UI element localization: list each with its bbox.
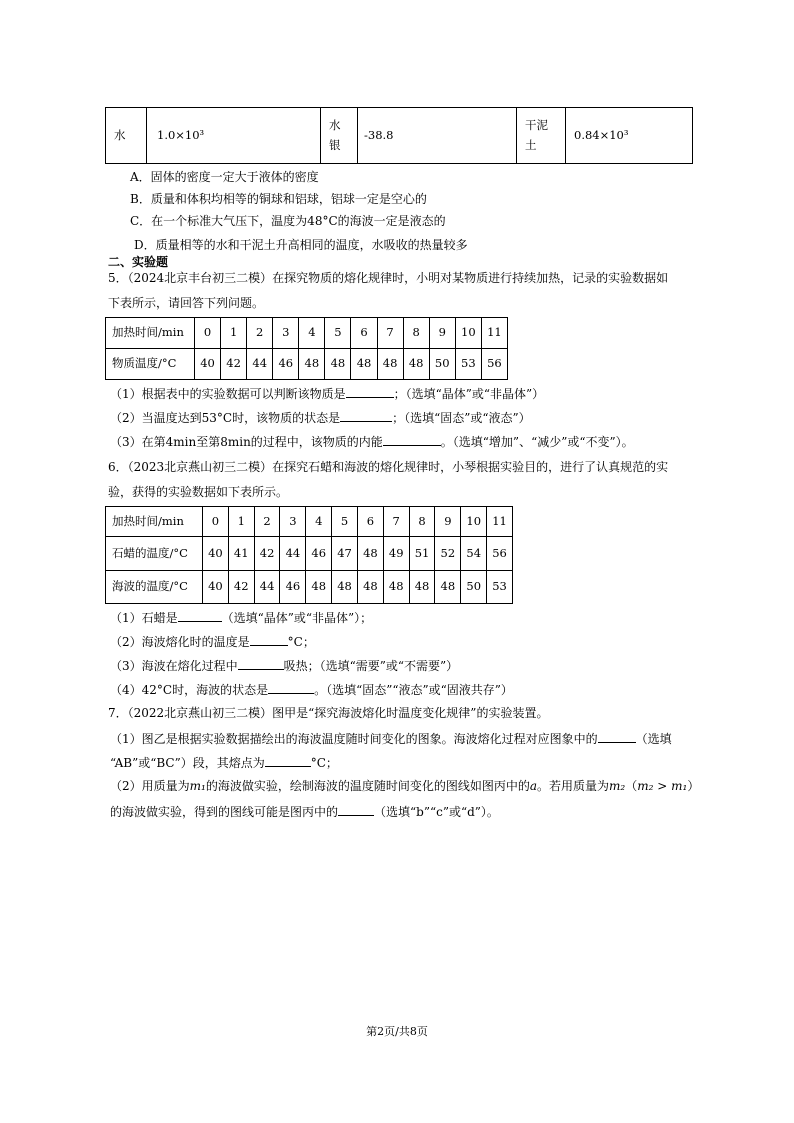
q6-sub3 <box>110 659 458 672</box>
cell: 6 <box>357 507 383 537</box>
cell: 44 <box>254 570 280 603</box>
cell-text: 水 <box>329 117 341 132</box>
cell: 46 <box>306 537 332 570</box>
answer-blank[interactable] <box>238 659 284 670</box>
cell: 1.0×10³ <box>147 108 321 164</box>
q6-sub1 <box>110 611 372 624</box>
cell: 48 <box>435 570 461 603</box>
text: °C； <box>310 756 338 770</box>
cell: 9 <box>429 318 455 349</box>
cell: 40 <box>195 349 221 380</box>
cell: 3 <box>280 507 306 537</box>
text: （2）用质量为 <box>110 779 190 793</box>
text: °C； <box>287 635 315 649</box>
cell: 48 <box>306 570 332 603</box>
cell: 42 <box>221 349 247 380</box>
cell: 51 <box>409 537 435 570</box>
q5-stem-2: 下表所示，请回答下列问题。 <box>108 296 265 310</box>
row-label: 石蜡的温度/°C <box>106 537 203 570</box>
q6-sub4 <box>110 683 513 696</box>
text: ；（选填“固态”或“液态”） <box>392 411 531 425</box>
cell: 1 <box>221 318 247 349</box>
answer-blank[interactable] <box>340 411 392 422</box>
cell: 44 <box>280 537 306 570</box>
cell: 53 <box>487 570 513 603</box>
cell: 44 <box>247 349 273 380</box>
cell: 5 <box>325 318 351 349</box>
math-var: m₂ <box>609 779 626 793</box>
option-d: D．质量相等的水和干泥土升高相同的温度，水吸收的热量较多 <box>134 238 468 252</box>
cell: 48 <box>332 570 358 603</box>
cell: 4 <box>299 318 325 349</box>
cell: 48 <box>357 537 383 570</box>
cell: 40 <box>203 570 229 603</box>
q6-stem: 6．（2023北京燕山初三二模）在探究石蜡和海波的熔化规律时，小琴根据实验目的，进行了认真规范的实 <box>108 460 669 474</box>
cell <box>321 108 358 164</box>
cell: 5 <box>332 507 358 537</box>
section-title: 二、实验题 <box>108 255 169 269</box>
q5-sub3 <box>110 435 634 448</box>
text: （3）在第4min至第8min的过程中，该物质的内能 <box>110 435 383 449</box>
cell: 46 <box>280 570 306 603</box>
text: （选填 <box>635 732 672 746</box>
cell: 50 <box>429 349 455 380</box>
cell: 48 <box>325 349 351 380</box>
text: “AB”或“BC”）段，其熔点为 <box>110 756 265 770</box>
row-label: 加热时间/min <box>106 507 203 537</box>
cell: 41 <box>228 537 254 570</box>
density-table <box>105 107 693 164</box>
q6-stem-2: 验，获得的实验数据如下表所示。 <box>108 485 289 499</box>
cell: 42 <box>254 537 280 570</box>
cell: 11 <box>487 507 513 537</box>
q7-sub2 <box>110 780 699 792</box>
cell: 48 <box>357 570 383 603</box>
cell: 4 <box>306 507 332 537</box>
text: 。（选填“增加”、“减少”或“不变”）。 <box>440 435 634 449</box>
cell: 54 <box>461 537 487 570</box>
answer-blank[interactable] <box>346 387 394 398</box>
cell: 10 <box>455 318 481 349</box>
answer-blank[interactable] <box>268 683 314 694</box>
q6-table <box>105 506 513 604</box>
cell: 2 <box>254 507 280 537</box>
cell-text: 土 <box>525 137 537 152</box>
q7-sub1 <box>110 732 672 745</box>
math-var: a <box>529 779 538 793</box>
cell: 11 <box>481 318 507 349</box>
q7-stem: 7．（2022北京燕山初三二模）图甲是“探究海波熔化时温度变化规律”的实验装置。 <box>108 706 549 720</box>
q6-sub2 <box>110 635 315 648</box>
cell: 40 <box>203 537 229 570</box>
q5-stem: 5．（2024北京丰台初三二模）在探究物质的熔化规律时，小明对某物质进行持续加热，记录的实验数据如 <box>108 271 669 285</box>
cell: 3 <box>273 318 299 349</box>
page-number: 第2页/共8页 <box>366 1025 428 1038</box>
row-label: 海波的温度/°C <box>106 570 203 603</box>
cell <box>517 108 566 164</box>
cell: -38.8 <box>358 108 517 164</box>
cell: 9 <box>435 507 461 537</box>
cell: 0 <box>203 507 229 537</box>
cell: 48 <box>351 349 377 380</box>
cell: 48 <box>403 349 429 380</box>
cell: 水 <box>106 108 147 164</box>
text: （1）图乙是根据实验数据描绘出的海波温度随时间变化的图象。海波熔化过程对应图象中的 <box>110 732 598 746</box>
answer-blank[interactable] <box>598 732 636 743</box>
answer-blank[interactable] <box>178 611 222 622</box>
cell: 49 <box>383 537 409 570</box>
cell: 7 <box>377 318 403 349</box>
text: （2）当温度达到53°C时，该物质的状态是 <box>110 411 341 425</box>
text: （1）石蜡是 <box>110 611 178 625</box>
cell: 2 <box>247 318 273 349</box>
row-label: 物质温度/°C <box>106 349 195 380</box>
answer-blank[interactable] <box>250 635 288 646</box>
text: ） <box>687 779 700 793</box>
cell: 1 <box>228 507 254 537</box>
text: （ <box>625 779 638 793</box>
cell-text: 干泥 <box>525 117 548 132</box>
q5-sub2 <box>110 411 531 424</box>
cell: 10 <box>461 507 487 537</box>
text: （1）根据表中的实验数据可以判断该物质是 <box>110 387 346 401</box>
cell: 48 <box>299 349 325 380</box>
cell: 48 <box>383 570 409 603</box>
cell: 7 <box>383 507 409 537</box>
text: ；（选填“晶体”或“非晶体”） <box>393 387 545 401</box>
option-a: A．固体的密度一定大于液体的密度 <box>130 170 319 184</box>
q5-sub1 <box>110 387 544 400</box>
cell: 50 <box>461 570 487 603</box>
cell: 48 <box>409 570 435 603</box>
cell: 56 <box>487 537 513 570</box>
cell: 48 <box>377 349 403 380</box>
text: 。（选填“固态”“液态”或“固液共存”） <box>314 683 513 697</box>
math-expr: m₂ > m₁ <box>637 779 688 793</box>
cell: 8 <box>403 318 429 349</box>
q7-sub1-cont <box>110 756 338 769</box>
cell: 53 <box>455 349 481 380</box>
cell: 6 <box>351 318 377 349</box>
text: 的海波做实验，绘制海波的温度随时间变化的图线如图丙中的 <box>205 779 530 793</box>
text: 的海波做实验，得到的图线可能是图丙中的 <box>110 805 339 819</box>
q7-sub2-cont <box>110 805 499 818</box>
cell: 46 <box>273 349 299 380</box>
text: 吸热；（选填“需要”或“不需要”） <box>283 659 459 673</box>
option-b: B．质量和体积均相等的铜球和铝球，铝球一定是空心的 <box>130 192 427 206</box>
cell: 52 <box>435 537 461 570</box>
answer-blank[interactable] <box>338 805 374 816</box>
option-c: C．在一个标准大气压下，温度为48°C的海波一定是液态的 <box>130 214 446 228</box>
cell: 8 <box>409 507 435 537</box>
cell-text: 银 <box>329 137 341 152</box>
cell: 42 <box>228 570 254 603</box>
math-var: m₁ <box>189 779 206 793</box>
cell: 0.84×10³ <box>566 108 693 164</box>
cell: 56 <box>481 349 507 380</box>
q5-table <box>105 317 508 380</box>
text: （选填“晶体”或“非晶体”）； <box>221 611 373 625</box>
text: （3）海波在熔化过程中 <box>110 659 238 673</box>
text: 。若用质量为 <box>537 779 610 793</box>
text: （4）42°C时，海波的状态是 <box>110 683 269 697</box>
cell: 0 <box>195 318 221 349</box>
answer-blank[interactable] <box>383 435 441 446</box>
text: （选填“b”“c”或“d”）。 <box>374 805 499 819</box>
answer-blank[interactable] <box>265 756 311 767</box>
row-label: 加热时间/min <box>106 318 195 349</box>
text: （2）海波熔化时的温度是 <box>110 635 250 649</box>
cell: 47 <box>332 537 358 570</box>
